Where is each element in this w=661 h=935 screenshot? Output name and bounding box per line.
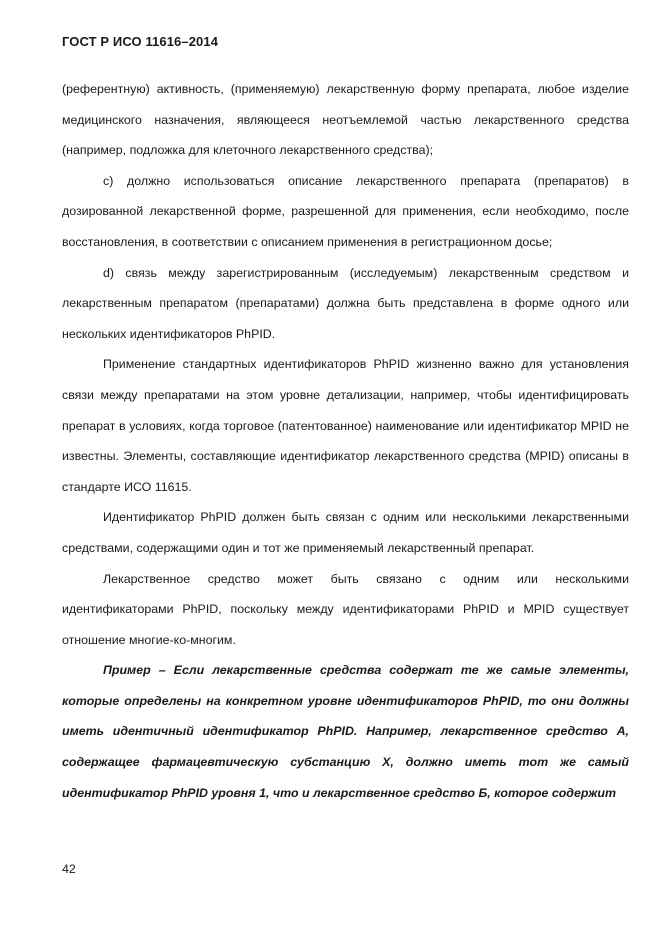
document-header: ГОСТ Р ИСО 11616–2014 [62, 34, 219, 49]
list-item-c: c) должно использоваться описание лекарственного препарата (препаратов) в дозированной лекарственной форме, разрешенной для применения, если необходимо, после восстановления, в соответствии с описанием применения в регистрационном досье; [62, 173, 629, 249]
list-item-d: d) связь между зарегистрированным (исследуемым) лекарственным средством и лекарственным препаратом (препаратами) должна быть представлена в форме одного или нескольких идентификаторов PhPID. [62, 265, 629, 341]
example-paragraph: Пример – Если лекарственные средства содержат те же самые элементы, которые определены на конкретном уровне идентификаторов PhPID, то они должны иметь идентичный идентификатор PhPID. Например, лекарственное средство А, содержащее фармацевтическую субстанцию Х, должно иметь тот же самый идентификатор PhPID уровня 1, что и лекарственное средство Б, которое содержит [62, 663, 629, 800]
document-body [62, 74, 629, 808]
paragraph-many-to-many: Лекарственное средство может быть связано с одним или несколькими идентификаторами PhPID, поскольку между идентификаторами PhPID и MPID существует отношение многие-ко-многим. [62, 571, 629, 647]
paragraph-continuation: (референтную) активность, (применяемую) лекарственную форму препарата, любое изделие медицинского назначения, являющееся неотъемлемой частью лекарственного средства (например, подложка для клеточного лекарственного средства); [62, 82, 629, 158]
page-number: 42 [62, 862, 76, 876]
paragraph-phpid-link: Идентификатор PhPID должен быть связан с одним или несколькими лекарственными средствами, содержащими один и тот же применяемый лекарственный препарат. [62, 510, 629, 555]
paragraph-phpid-importance: Применение стандартных идентификаторов PhPID жизненно важно для установления связи между препаратами на этом уровне детализации, например, чтобы идентифицировать препарат в условиях, когда торговое (патентованное) наименование или идентификатор MPID не известны. Элементы, составляющие идентификатор лекарственного средства (MPID) описаны в стандарте ИСО 11615. [62, 357, 629, 494]
